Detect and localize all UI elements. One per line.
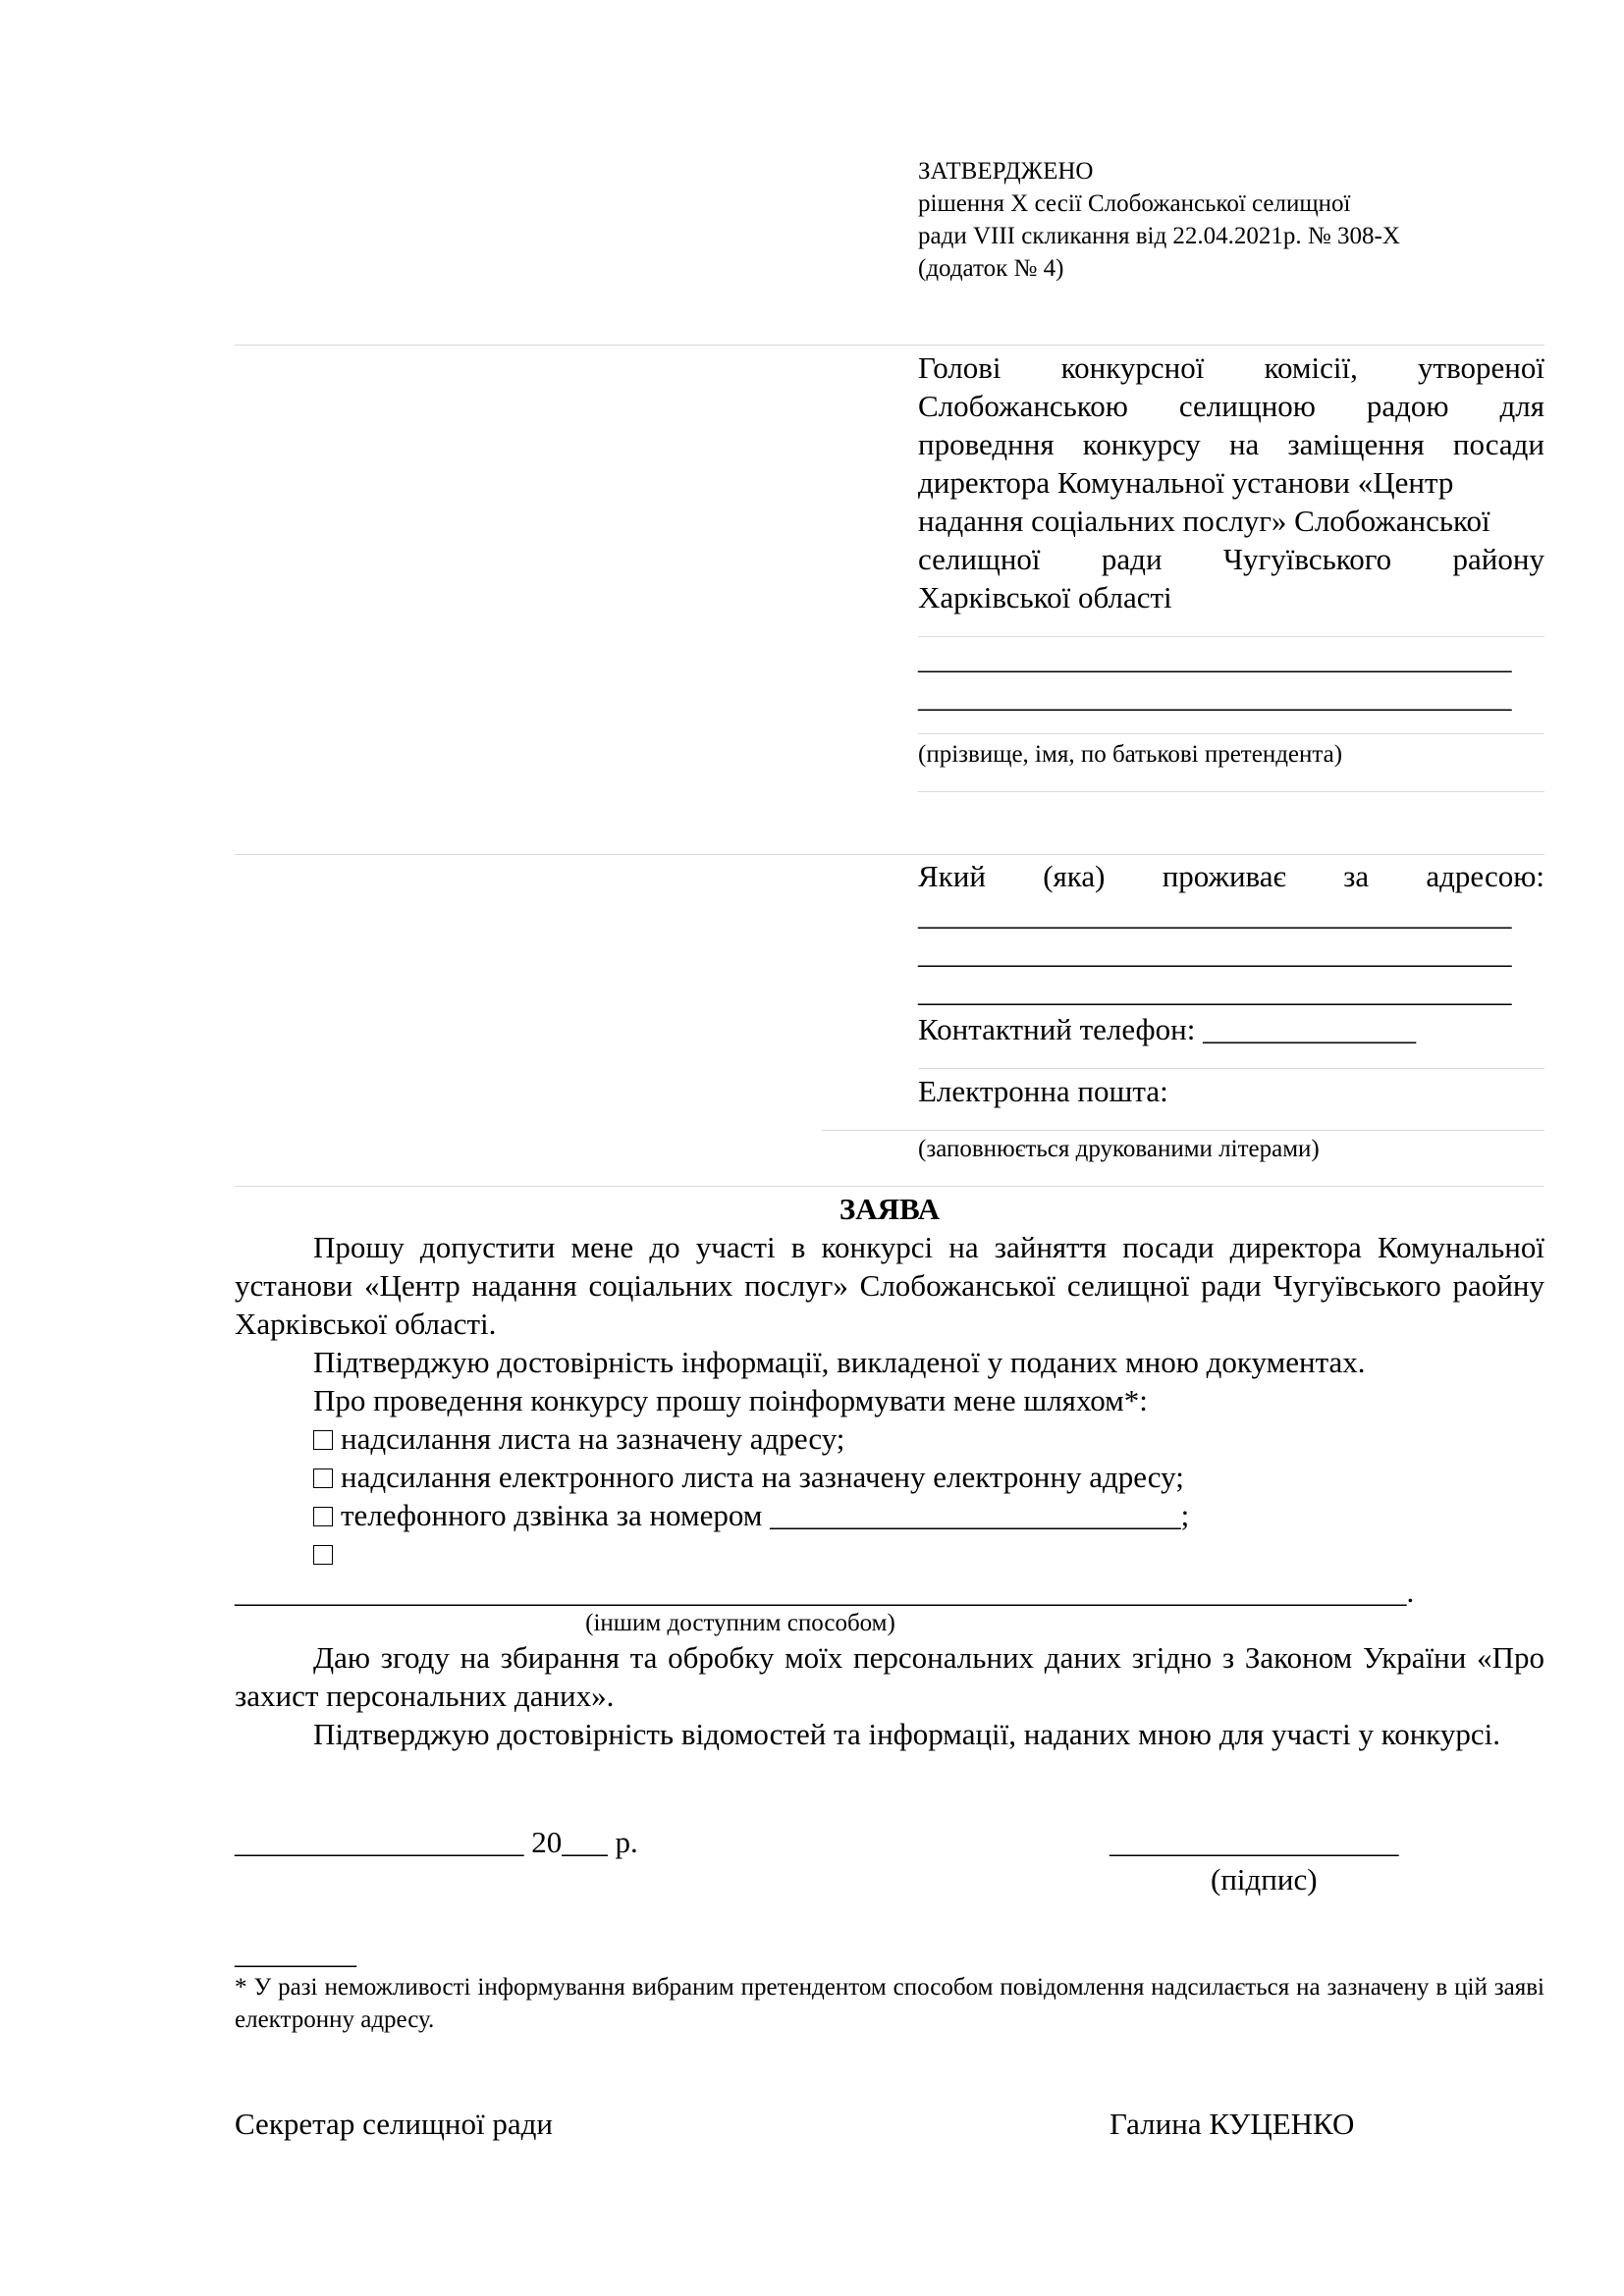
name-caption: (прізвище, імя, по батькові претендента) (918, 741, 1343, 768)
addressee-line: надання соціальних послуг» Слобожанської (918, 504, 1490, 538)
addressee-line: Слобожанською селищною радою для (918, 389, 1544, 423)
address-blank[interactable]: _______________________________________ (918, 935, 1512, 970)
checkbox[interactable] (313, 1507, 333, 1526)
option-email[interactable] (235, 1458, 1544, 1496)
confirmation-paragraph: Підтверджую достовірність відомостей та інформації, наданих мною для участі у конкурсі. (313, 1717, 1501, 1751)
secretary-position: Секретар селищної ради (235, 2107, 553, 2141)
address-blank[interactable]: _______________________________________ (918, 897, 1512, 932)
checkbox[interactable] (313, 1545, 333, 1565)
addressee-line: директора Комунальної установи «Центр (918, 465, 1454, 500)
addressee-line: проведння конкурсу на заміщення посади (918, 427, 1544, 461)
footnote-text: * У разі неможливості інформування вибраним претендентом способом повідомлення надсилається на зазначену в цій заяві електронну адресу. (235, 1974, 1544, 2033)
address-blank[interactable]: _______________________________________ (918, 974, 1512, 1008)
addressee-line: Харківської області (918, 580, 1172, 614)
addressee-line: Голові конкурсної комісії, утвореної (918, 350, 1544, 385)
option-label: надсилання листа на зазначену адресу; (341, 1421, 845, 1456)
option-other[interactable] (235, 1534, 1544, 1573)
other-method-caption: (іншим доступним способом) (585, 1610, 895, 1636)
divider (822, 1130, 1544, 1131)
addressee-line: селищної ради Чугуївського району (918, 542, 1544, 576)
statement-paragraph: Підтверджую достовірність інформації, викладеної у поданих мною документах. (313, 1345, 1366, 1379)
secretary-name: Галина КУЦЕНКО (1110, 2107, 1355, 2141)
name-blank: _______________________________________ (918, 679, 1512, 714)
divider (918, 1068, 1544, 1069)
statement-title: ЗАЯВА (839, 1192, 941, 1226)
approval-stamp (918, 155, 1400, 285)
footnote-separator: ________ (235, 1936, 356, 1970)
divider (235, 345, 1544, 346)
checkbox[interactable] (313, 1468, 333, 1488)
divider (235, 854, 1544, 855)
divider (918, 791, 1544, 792)
consent-paragraph: Даю згоду на збирання та обробку моїх персональних даних згідно з Законом України «Про захист персональних даних». (235, 1640, 1544, 1713)
approval-title: ЗАТВЕРДЖЕНО (918, 158, 1094, 185)
statement-paragraph: Про проведення конкурсу прошу поінформувати мене шляхом*: (313, 1383, 1148, 1417)
divider (918, 636, 1544, 637)
statement-paragraph: Прошу допустити мене до участі в конкурсі на зайняття посади директора Комунальної установи «Центр надання соціальних послуг» Слобожанської селищної ради Чугуївського раойну Харківської області. (235, 1230, 1544, 1341)
option-label: надсилання електронного листа на зазначену електронну адресу; (341, 1460, 1184, 1494)
approval-council: ради VIII скликання від 22.04.2021р. № 308-Х (918, 223, 1400, 249)
consent-block (235, 1638, 1544, 1753)
applicant-name-field[interactable] (918, 639, 1544, 716)
statement-body (235, 1228, 1544, 1611)
option-mail[interactable] (235, 1419, 1544, 1458)
address-label: Який (яка) проживає за адресою: (918, 859, 1544, 893)
other-method-line[interactable]: _____________________________________________________________________________. (235, 1575, 1415, 1609)
email-field[interactable]: Електронна пошта: (918, 1074, 1168, 1108)
date-field[interactable]: ___________________ 20___ р. (235, 1825, 638, 1859)
option-label: телефонного дзвінка за номером ___________________________; (341, 1498, 1190, 1532)
divider (918, 733, 1544, 734)
contacts-block (918, 857, 1544, 1048)
addressee-block (918, 348, 1544, 616)
signature-caption: (підпис) (1211, 1862, 1318, 1896)
option-phone[interactable] (235, 1496, 1544, 1534)
approval-decision: рішення Х сесії Слобожанської селищної (918, 190, 1351, 217)
signature-field[interactable]: ___________________ (1110, 1825, 1399, 1859)
phone-field[interactable]: Контактний телефон: ______________ (918, 1012, 1417, 1046)
checkbox[interactable] (313, 1430, 333, 1450)
divider (235, 1186, 1544, 1187)
name-blank: _______________________________________ (918, 641, 1512, 675)
approval-appendix: (додаток № 4) (918, 255, 1064, 282)
print-note: (заповнюється друкованими літерами) (918, 1136, 1320, 1162)
